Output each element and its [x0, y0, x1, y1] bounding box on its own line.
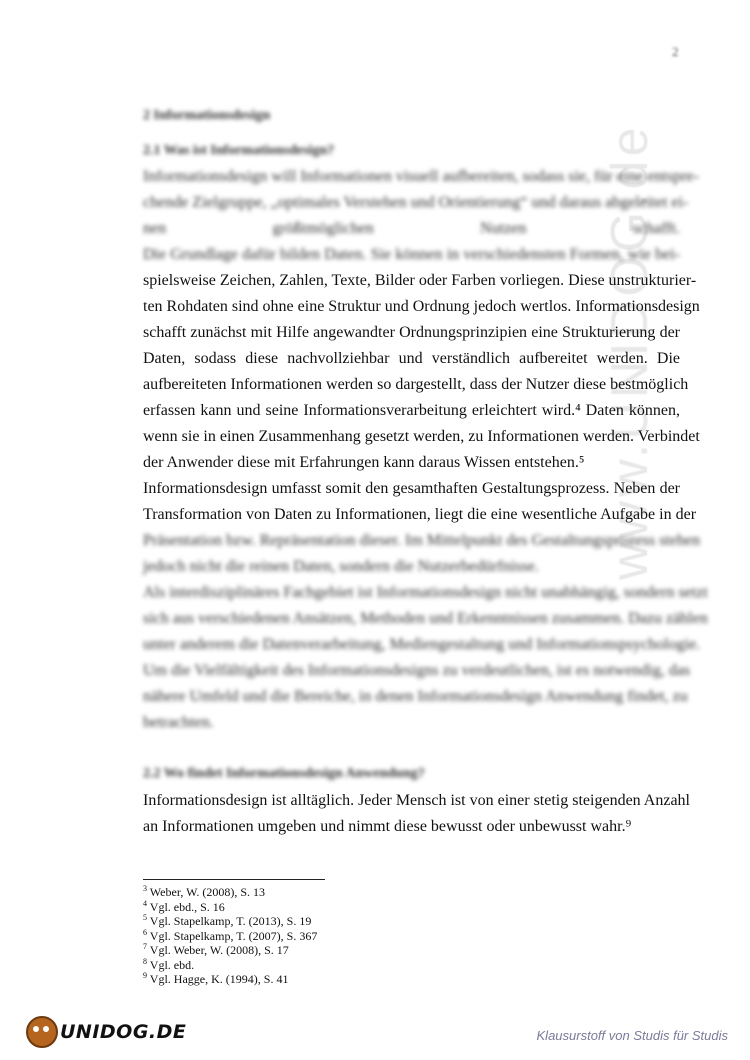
- footnote-number: 7: [143, 942, 147, 951]
- text-line: jedoch nicht die reinen Daten, sondern die Nutzerbedürfnisse.: [143, 558, 539, 575]
- footnote-number: 8: [143, 956, 147, 966]
- text-line: Informationsdesign ist alltäglich. Jeder Mensch ist von einer stetig steigenden Anzahl: [143, 792, 690, 809]
- footnote: [143, 972, 317, 987]
- text-line: Informationsdesign umfasst somit den gesamthaften Gestaltungsprozess. Neben der: [143, 480, 680, 497]
- footnote-text: Vgl. Hagge, K. (1994), S. 41: [149, 972, 289, 986]
- text-line: nähere Umfeld und die Bereiche, in denen Informationsdesign Anwendung findet, zu: [143, 688, 688, 705]
- footnote: [143, 958, 317, 973]
- text-line: der Anwender diese mit Erfahrungen kann daraus Wissen entstehen.⁵: [143, 454, 585, 471]
- text-line: Transformation von Daten zu Informationen, liegt die eine wesentliche Aufgabe in der: [143, 506, 697, 523]
- text-line: aufbereiteten Informationen werden so dargestellt, dass der Nutzer diese bestmöglich: [143, 376, 689, 393]
- text-line: an Informationen umgeben und nimmt diese bewusst oder unbewusst wahr.⁹: [143, 818, 632, 835]
- text-line: betrachten.: [143, 714, 214, 731]
- section-heading-2-2: 2.2 Wo findet Informationsdesign Anwendung?: [143, 766, 425, 781]
- footer-tagline: Klausurstoff von Studis für Studis: [536, 1028, 728, 1043]
- text-line: sich aus verschiedenen Ansätzen, Methoden und Erkenntnissen zusammen. Dazu zählen: [143, 610, 708, 627]
- footnote-number: 9: [143, 971, 147, 980]
- text-line: Präsentation bzw. Repräsentation dieser. Im Mittelpunkt des Gestaltungsprozess stehen: [143, 532, 701, 549]
- text-line: schafft zunächst mit Hilfe angewandter Ordnungsprinzipien eine Strukturierung der: [143, 324, 680, 341]
- footnote-number: 6: [143, 927, 147, 937]
- footnote-text: Vgl. Stapelkamp, T. (2013), S. 19: [149, 914, 312, 928]
- footnotes: [143, 885, 317, 987]
- dog-icon: [26, 1016, 58, 1048]
- text-line: unter anderem die Datenverarbeitung, Mediengestaltung und Informationspsychologie.: [143, 636, 701, 653]
- footnote: [143, 929, 317, 944]
- footnote-text: Vgl. Weber, W. (2008), S. 17: [149, 943, 289, 957]
- footnote: [143, 914, 317, 929]
- page-number: 2: [672, 44, 679, 59]
- text-line: nen größtmöglichen Nutzen schafft.: [143, 220, 680, 237]
- logo-text: UNIDOG.DE: [60, 1021, 187, 1043]
- text-line: chende Zielgruppe, „optimales Verstehen und Orientierung“ und daraus abgeleitet ei-: [143, 194, 689, 211]
- footnote: [143, 885, 317, 900]
- text-line: Als interdisziplinäres Fachgebiet ist Informationsdesign nicht unabhängig, sondern setzt: [143, 584, 708, 601]
- footnote-number: 5: [143, 913, 147, 922]
- text-line: Daten, sodass diese nachvollziehbar und verständlich aufbereitet werden. Die: [143, 350, 680, 367]
- watermark: www.UNIDOG.de: [601, 123, 659, 580]
- footnote-separator: [143, 879, 325, 880]
- footnote-number: 4: [143, 898, 147, 908]
- footnote-number: 3: [143, 884, 147, 893]
- text-line: wenn sie in einen Zusammenhang gesetzt werden, zu Informationen werden. Verbindet: [143, 428, 700, 445]
- text-line: Informationsdesign will Informationen visuell aufbereiten, sodass sie, für eine entspre-: [143, 168, 699, 185]
- text-line: Um die Vielfältigkeit des Informationsdesigns zu verdeutlichen, ist es notwendig, das: [143, 662, 691, 679]
- text-line: Die Grundlage dafür bilden Daten. Sie können in verschiedensten Formen, wie bei-: [143, 246, 680, 263]
- text-line: ten Rohdaten sind ohne eine Struktur und Ordnung jedoch wertlos. Informationsdesign: [143, 298, 700, 315]
- text-line: erfassen kann und seine Informationsverarbeitung erleichtert wird.⁴ Daten können,: [143, 402, 680, 419]
- footnote-text: Vgl. ebd.: [149, 957, 195, 972]
- chapter-heading: 2 Informationsdesign: [143, 108, 271, 123]
- unidog-logo: [26, 1016, 186, 1048]
- footnote-text: Vgl. Stapelkamp, T. (2007), S. 367: [149, 928, 318, 943]
- footnote: [143, 900, 317, 915]
- footnote: [143, 943, 317, 958]
- footnote-text: Weber, W. (2008), S. 13: [149, 885, 266, 899]
- section-heading-2-1: 2.1 Was ist Informationsdesign?: [143, 143, 335, 158]
- footnote-text: Vgl. ebd., S. 16: [149, 899, 225, 914]
- text-line: spielsweise Zeichen, Zahlen, Texte, Bilder oder Farben vorliegen. Diese unstrukturier-: [143, 272, 697, 289]
